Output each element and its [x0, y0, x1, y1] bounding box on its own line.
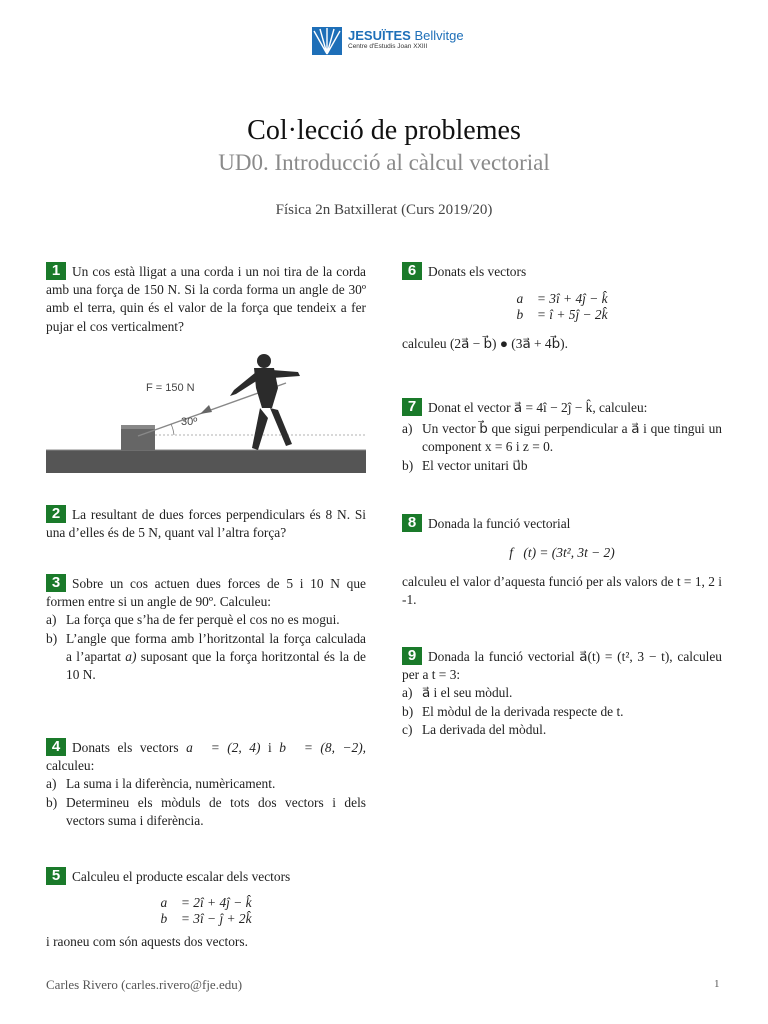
problem-text: Sobre un cos actuen dues forces de 5 i 10 N que formen entre si un angle de 90º. Calculeu: — [46, 576, 366, 610]
problem-number: 6 — [402, 262, 422, 280]
page-title: Col·lecció de problemes — [247, 115, 521, 146]
problem-3 — [46, 574, 366, 684]
page-subtitle: UD0. Introducció al càlcul vectorial — [218, 150, 550, 175]
logo-subtitle: Centre d'Estudis Joan XXIII — [348, 43, 428, 50]
list-item: b) Determineu els mòduls de tots dos vectors i dels vectors suma i diferència. — [46, 794, 366, 828]
list-item: b) El vector unitari u⃗b — [402, 457, 528, 473]
logo-brand: JESUÏTES — [348, 28, 411, 43]
course-info: Física 2n Batxillerat (Curs 2019/20) — [275, 202, 493, 218]
angle-label: 30º — [181, 416, 198, 428]
force-diagram-figure — [46, 348, 366, 473]
logo-emblem-icon — [312, 27, 342, 55]
problem-6: 6 Donats els vectors a⃗ = 3î + 4ĵ − k̂ b⃗ = î + 5ĵ − 2k̂ calculeu (2a⃗ − b⃗) ● (3a⃗ + 4b⃗). — [402, 262, 722, 353]
problem-7: 7 Donat el vector a⃗ = 4î − 2ĵ − k̂, calculeu: a) Un vector b⃗ que sigui perpendicular a a⃗ i que tingui un component x = 6 i z = 0. b) El vector unitari u⃗b — [402, 398, 722, 475]
logo-place: Bellvitge — [414, 28, 464, 43]
problem-5: 5 Calculeu el producte escalar dels vectors a⃗ = 2î + 4ĵ − k̂ b⃗ = 3î − ĵ + 2k̂ i raoneu com són aquests dos vectors. — [46, 867, 366, 951]
problem-2 — [46, 505, 366, 542]
problem-text: Un cos està lligat a una corda i un noi tira de la corda amb una força de 150 N. Si la corda forma un angle de 30º amb el terra, quin és el valor de la força que tendeix a fer pujar el cos verticalment? — [46, 264, 366, 334]
problem-number: 3 — [46, 574, 66, 592]
problem-1 — [46, 262, 366, 336]
list-item: a) Un vector b⃗ que sigui perpendicular a a⃗ i que tingui un component x = 6 i z = 0. — [402, 421, 722, 455]
problem-number: 7 — [402, 398, 422, 416]
list-item: b) L’angle que forma amb l’horitzontal la força calculada a l’apartat a) suposant que la força horitzontal és la de 10 N. — [46, 630, 366, 683]
list-item: a) a⃗ i el seu mòdul. — [402, 685, 513, 701]
problem-number: 8 — [402, 514, 422, 532]
problem-number: 9 — [402, 647, 422, 665]
problem-followup: calculeu el valor d’aquesta funció per als valors de t = 1, 2 i -1. — [402, 574, 722, 608]
equation: a⃗ = 3î + 4ĵ − k̂ — [516, 291, 608, 307]
problem-number: 1 — [46, 262, 66, 280]
page-number: 1 — [714, 978, 720, 990]
school-logo — [312, 27, 462, 57]
problem-text: La resultant de dues forces perpendiculars és 8 N. Si una d’elles és de 5 N, quant val l’altra força? — [46, 507, 366, 541]
footer-author: Carles Rivero (carles.rivero@fje.edu) — [46, 977, 243, 992]
problem-followup: calculeu (2a⃗ − b⃗) ● (3a⃗ + 4b⃗). — [402, 336, 568, 352]
problem-number: 4 — [46, 738, 66, 756]
equation: b⃗ = 3î − ĵ + 2k̂ — [160, 911, 252, 927]
list-item: a) La força que s’ha de fer perquè el cos no es mogui. — [46, 612, 340, 628]
force-label: F = 150 N — [146, 382, 195, 394]
list-item: c) La derivada del mòdul. — [402, 721, 547, 737]
equation: b⃗ = î + 5ĵ − 2k̂ — [516, 307, 608, 323]
problem-9: 9 Donada la funció vectorial a⃗(t) = (t², 3 − t), calculeu per a t = 3: a) a⃗ i el seu mòdul. b) El mòdul de la derivada respecte de t. c) La derivada del mòdul. — [402, 647, 722, 739]
list-item: b) El mòdul de la derivada respecte de t. — [402, 703, 624, 719]
problem-followup: i raoneu com són aquests dos vectors. — [46, 934, 248, 950]
problem-8: 8 Donada la funció vectorial f⃗(t) = (3t², 3t − 2) calculeu el valor d’aquesta funció per als valors de t = 1, 2 i -1. — [402, 514, 722, 610]
problem-number: 2 — [46, 505, 66, 523]
equation: a⃗ = 2î + 4ĵ − k̂ — [160, 895, 252, 911]
problem-number: 5 — [46, 867, 66, 885]
equation: f⃗(t) = (3t², 3t − 2) — [509, 545, 615, 561]
list-item: a) La suma i la diferència, numèricament. — [46, 776, 276, 792]
problem-4: 4 Donats els vectors a⃗ = (2, 4) i b⃗ = (8, −2), calculeu: a) La suma i la diferència, numèricament. b) Determineu els mòduls de tots dos vectors i dels vectors suma i diferència. — [46, 738, 366, 830]
